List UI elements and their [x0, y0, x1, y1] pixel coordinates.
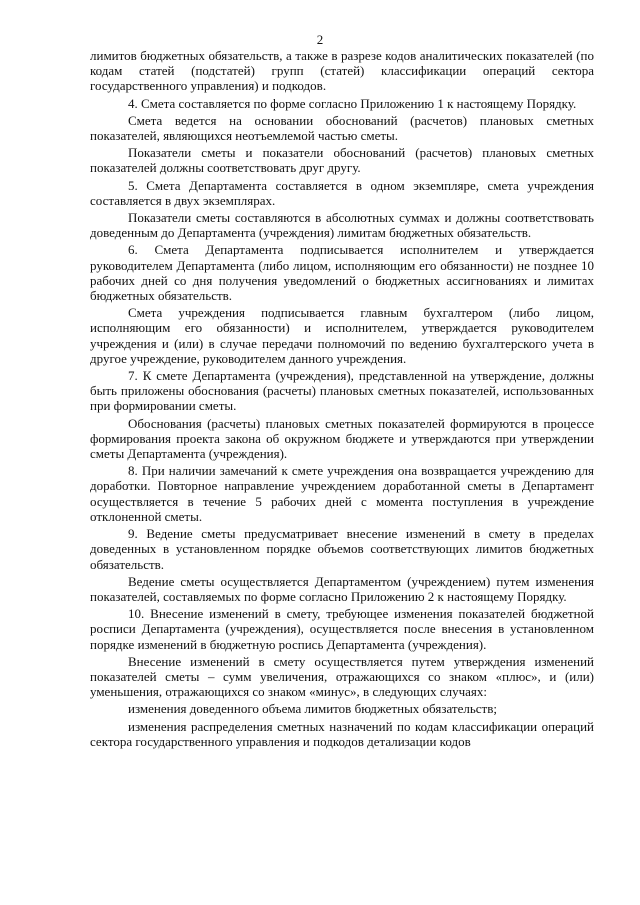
paragraph: 7. К смете Департамента (учреждения), представленной на утверждение, должны быть приложены обоснования (расчеты) плановых сметных показателей, использованных при формировании сметы. — [90, 368, 594, 414]
paragraph: Ведение сметы осуществляется Департаментом (учреждением) путем изменения показателей, составляемых по форме согласно Приложению 2 к настоящему Порядку. — [90, 573, 594, 604]
paragraph: Смета ведется на основании обоснований (расчетов) плановых сметных показателей, являющихся неотъемлемой частью сметы. — [90, 112, 594, 144]
page-number: 2 — [316, 32, 324, 47]
paragraph: 4. Смета составляется по форме согласно Приложению 1 к настоящему Порядку. — [128, 95, 577, 111]
paragraph: 10. Внесение изменений в смету, требующее изменения показателей бюджетной росписи Департамента (учреждения), осуществляется после внесения в установленном порядке изменений в бюджетную роспись Департамента (учреждения). — [90, 606, 594, 652]
paragraph: изменения доведенного объема лимитов бюджетных обязательств; — [128, 701, 497, 717]
paragraph: Показатели сметы составляются в абсолютных суммах и должны соответствовать доведенным до Департамента (учреждения) лимитам бюджетных обязательств. — [90, 210, 594, 241]
paragraph: 8. При наличии замечаний к смете учреждения она возвращается учреждению для доработки. Повторное направление учреждением доработанной сметы в Департамент осуществляется в течение 5 рабочих дней с момента поступления в учреждение отклоненной сметы. — [90, 463, 594, 524]
paragraph: Обоснования (расчеты) плановых сметных показателей формируются в процессе формирования проекта закона об окружном бюджете и утверждаются при утверждении сметы Департамента (учреждения). — [90, 415, 594, 462]
document-body — [90, 48, 594, 751]
paragraph: Показатели сметы и показатели обоснований (расчетов) плановых сметных показателей должны соответствовать друг другу. — [90, 145, 594, 176]
paragraph: Смета учреждения подписывается главным бухгалтером (либо лицом, исполняющим его обязанности) и исполнителем, утверждается руководителем учреждения и (или) в случае передачи полномочий по ведению бухгалтерского учета в другое учреждение, руководителем данного учреждения. — [90, 305, 594, 366]
paragraph: 9. Ведение сметы предусматривает внесение изменений в смету в пределах доведенных в установленном порядке объемов соответствующих лимитов бюджетных обязательств. — [90, 526, 594, 572]
paragraph: Внесение изменений в смету осуществляется путем утверждения изменений показателей сметы – сумм увеличения, отражающихся со знаком «плюс», и (или) уменьшения, отражающихся со знаком «минус», в следующих случаях: — [90, 653, 594, 700]
paragraph: 5. Смета Департамента составляется в одном экземпляре, смета учреждения составляется в двух экземплярах. — [90, 177, 594, 208]
paragraph: 6. Смета Департамента подписывается исполнителем и утверждается руководителем Департамента (либо лицом, исполняющим его обязанности) не позднее 10 рабочих дней со дня получения уведомлений о бюджетных ассигнованиях и лимитах бюджетных обязательств. — [90, 242, 594, 304]
paragraph: лимитов бюджетных обязательств, а также в разрезе кодов аналитических показателей (по кодам статей (подстатей) групп (статей) классификации операций сектора государственного управления) и подкодов. — [90, 48, 594, 94]
paragraph: изменения распределения сметных назначений по кодам классификации операций сектора государственного управления и подкодов детализации кодов — [90, 718, 594, 749]
